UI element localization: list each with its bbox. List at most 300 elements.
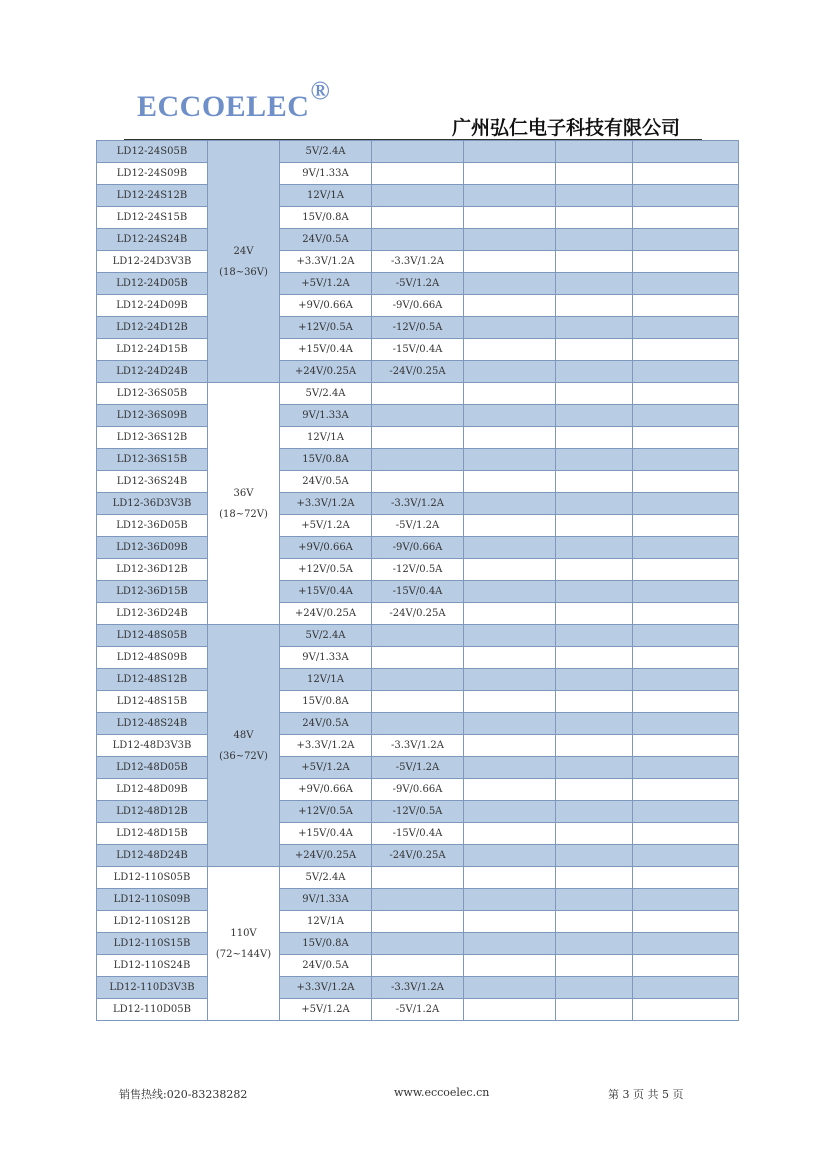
table-row <box>97 339 739 361</box>
table-row <box>97 295 739 317</box>
model-cell: LD12-36D12B <box>97 559 208 581</box>
output1-cell: 9V/1.33A <box>280 889 372 911</box>
empty-cell <box>464 383 556 405</box>
input-voltage-range: (36~72V) <box>219 750 268 762</box>
model-cell: LD12-24S12B <box>97 185 208 207</box>
empty-cell <box>633 559 739 581</box>
output1-cell: 24V/0.5A <box>280 713 372 735</box>
empty-cell <box>633 625 739 647</box>
empty-cell <box>633 251 739 273</box>
empty-cell <box>633 163 739 185</box>
empty-cell <box>464 581 556 603</box>
output1-cell: 9V/1.33A <box>280 647 372 669</box>
model-cell: LD12-48S09B <box>97 647 208 669</box>
output2-cell <box>372 471 464 493</box>
empty-cell <box>464 295 556 317</box>
empty-cell <box>633 405 739 427</box>
company-name: 广州弘仁电子科技有限公司 <box>452 117 681 139</box>
output2-cell: -5V/1.2A <box>372 273 464 295</box>
output1-cell: +5V/1.2A <box>280 515 372 537</box>
table-row <box>97 581 739 603</box>
output2-cell <box>372 889 464 911</box>
model-cell: LD12-110S05B <box>97 867 208 889</box>
empty-cell <box>633 295 739 317</box>
output2-cell <box>372 911 464 933</box>
model-cell: LD12-48D15B <box>97 823 208 845</box>
output1-cell: 12V/1A <box>280 669 372 691</box>
empty-cell <box>464 933 556 955</box>
model-cell: LD12-48S05B <box>97 625 208 647</box>
output2-cell: -3.3V/1.2A <box>372 251 464 273</box>
model-cell: LD12-110S12B <box>97 911 208 933</box>
table-row <box>97 537 739 559</box>
table-row <box>97 405 739 427</box>
output2-cell <box>372 691 464 713</box>
empty-cell <box>464 493 556 515</box>
empty-cell <box>556 405 633 427</box>
table-row <box>97 713 739 735</box>
empty-cell <box>464 559 556 581</box>
table-row <box>97 801 739 823</box>
empty-cell <box>633 427 739 449</box>
empty-cell <box>556 559 633 581</box>
table-body <box>97 141 739 1021</box>
empty-cell <box>556 779 633 801</box>
table-row <box>97 493 739 515</box>
empty-cell <box>464 603 556 625</box>
table-row <box>97 691 739 713</box>
empty-cell <box>464 977 556 999</box>
empty-cell <box>556 163 633 185</box>
empty-cell <box>633 757 739 779</box>
model-cell: LD12-48S12B <box>97 669 208 691</box>
input-voltage-nominal: 36V <box>233 487 254 499</box>
model-cell: LD12-36D3V3B <box>97 493 208 515</box>
empty-cell <box>556 537 633 559</box>
empty-cell <box>464 669 556 691</box>
output1-cell: 24V/0.5A <box>280 471 372 493</box>
empty-cell <box>556 141 633 163</box>
table-row <box>97 251 739 273</box>
output1-cell: 15V/0.8A <box>280 691 372 713</box>
empty-cell <box>464 845 556 867</box>
empty-cell <box>633 493 739 515</box>
empty-cell <box>633 889 739 911</box>
output2-cell <box>372 867 464 889</box>
output2-cell <box>372 713 464 735</box>
empty-cell <box>556 207 633 229</box>
output2-cell: -24V/0.25A <box>372 845 464 867</box>
output1-cell: 15V/0.8A <box>280 449 372 471</box>
empty-cell <box>464 471 556 493</box>
table-row <box>97 735 739 757</box>
empty-cell <box>464 515 556 537</box>
model-cell: LD12-36S24B <box>97 471 208 493</box>
model-cell: LD12-36S15B <box>97 449 208 471</box>
output1-cell: +24V/0.25A <box>280 603 372 625</box>
empty-cell <box>464 625 556 647</box>
empty-cell <box>464 207 556 229</box>
output1-cell: +12V/0.5A <box>280 559 372 581</box>
input-voltage-cell <box>208 867 280 1021</box>
empty-cell <box>556 757 633 779</box>
empty-cell <box>464 713 556 735</box>
output2-cell: -3.3V/1.2A <box>372 493 464 515</box>
empty-cell <box>633 713 739 735</box>
output1-cell: +5V/1.2A <box>280 757 372 779</box>
table-row <box>97 955 739 977</box>
empty-cell <box>556 647 633 669</box>
empty-cell <box>464 955 556 977</box>
table-row <box>97 669 739 691</box>
empty-cell <box>464 691 556 713</box>
empty-cell <box>556 449 633 471</box>
empty-cell <box>556 625 633 647</box>
empty-cell <box>633 867 739 889</box>
empty-cell <box>464 427 556 449</box>
table-row <box>97 603 739 625</box>
table-row <box>97 361 739 383</box>
product-spec-table <box>96 140 739 1021</box>
empty-cell <box>633 955 739 977</box>
model-cell: LD12-110S24B <box>97 955 208 977</box>
empty-cell <box>556 955 633 977</box>
empty-cell <box>556 823 633 845</box>
model-cell: LD12-24D09B <box>97 295 208 317</box>
model-cell: LD12-36S05B <box>97 383 208 405</box>
model-cell: LD12-36D15B <box>97 581 208 603</box>
output2-cell <box>372 625 464 647</box>
output2-cell: -24V/0.25A <box>372 361 464 383</box>
output2-cell: -12V/0.5A <box>372 801 464 823</box>
empty-cell <box>556 713 633 735</box>
empty-cell <box>464 647 556 669</box>
table-row <box>97 757 739 779</box>
empty-cell <box>633 933 739 955</box>
output2-cell: -15V/0.4A <box>372 339 464 361</box>
output2-cell: -5V/1.2A <box>372 757 464 779</box>
input-voltage-nominal: 48V <box>233 729 254 741</box>
table-row <box>97 977 739 999</box>
output2-cell: -3.3V/1.2A <box>372 977 464 999</box>
output2-cell <box>372 955 464 977</box>
output1-cell: 5V/2.4A <box>280 383 372 405</box>
empty-cell <box>633 515 739 537</box>
output2-cell <box>372 185 464 207</box>
empty-cell <box>633 537 739 559</box>
empty-cell <box>556 383 633 405</box>
output1-cell: 12V/1A <box>280 427 372 449</box>
empty-cell <box>633 339 739 361</box>
output1-cell: +15V/0.4A <box>280 823 372 845</box>
empty-cell <box>556 911 633 933</box>
model-cell: LD12-36S12B <box>97 427 208 449</box>
empty-cell <box>464 867 556 889</box>
output1-cell: +3.3V/1.2A <box>280 977 372 999</box>
empty-cell <box>556 691 633 713</box>
model-cell: LD12-48D12B <box>97 801 208 823</box>
input-voltage-cell <box>208 625 280 867</box>
empty-cell <box>556 185 633 207</box>
output2-cell <box>372 647 464 669</box>
output1-cell: +3.3V/1.2A <box>280 493 372 515</box>
empty-cell <box>464 911 556 933</box>
output2-cell <box>372 933 464 955</box>
empty-cell <box>464 889 556 911</box>
model-cell: LD12-24S24B <box>97 229 208 251</box>
empty-cell <box>556 471 633 493</box>
empty-cell <box>556 933 633 955</box>
table-row <box>97 471 739 493</box>
model-cell: LD12-110S09B <box>97 889 208 911</box>
output1-cell: 5V/2.4A <box>280 625 372 647</box>
empty-cell <box>464 449 556 471</box>
empty-cell <box>556 603 633 625</box>
empty-cell <box>633 185 739 207</box>
website-link[interactable]: www.eccoelec.cn <box>394 1086 490 1099</box>
output1-cell: +3.3V/1.2A <box>280 735 372 757</box>
empty-cell <box>633 581 739 603</box>
table-row <box>97 889 739 911</box>
company-logo <box>137 76 331 124</box>
empty-cell <box>633 999 739 1021</box>
empty-cell <box>633 801 739 823</box>
output2-cell <box>372 383 464 405</box>
empty-cell <box>633 977 739 999</box>
input-voltage-range: (72~144V) <box>215 948 272 960</box>
empty-cell <box>633 735 739 757</box>
logo-text: ECCOELEC <box>137 90 310 123</box>
empty-cell <box>464 823 556 845</box>
output2-cell <box>372 207 464 229</box>
output1-cell: 9V/1.33A <box>280 163 372 185</box>
empty-cell <box>633 141 739 163</box>
table-row <box>97 647 739 669</box>
table-row <box>97 823 739 845</box>
empty-cell <box>464 779 556 801</box>
empty-cell <box>633 207 739 229</box>
registered-mark: ® <box>310 76 331 105</box>
output2-cell: -12V/0.5A <box>372 559 464 581</box>
output1-cell: 15V/0.8A <box>280 207 372 229</box>
empty-cell <box>556 867 633 889</box>
empty-cell <box>464 999 556 1021</box>
empty-cell <box>556 251 633 273</box>
empty-cell <box>556 361 633 383</box>
empty-cell <box>633 691 739 713</box>
model-cell: LD12-36D24B <box>97 603 208 625</box>
empty-cell <box>556 295 633 317</box>
output1-cell: 5V/2.4A <box>280 867 372 889</box>
model-cell: LD12-48S24B <box>97 713 208 735</box>
output1-cell: +9V/0.66A <box>280 537 372 559</box>
output2-cell <box>372 427 464 449</box>
empty-cell <box>633 449 739 471</box>
output1-cell: 12V/1A <box>280 185 372 207</box>
model-cell: LD12-48D3V3B <box>97 735 208 757</box>
output2-cell: -24V/0.25A <box>372 603 464 625</box>
output1-cell: +24V/0.25A <box>280 845 372 867</box>
empty-cell <box>556 515 633 537</box>
output1-cell: 9V/1.33A <box>280 405 372 427</box>
table-row <box>97 427 739 449</box>
model-cell: LD12-36S09B <box>97 405 208 427</box>
output1-cell: +5V/1.2A <box>280 999 372 1021</box>
empty-cell <box>464 801 556 823</box>
table-row <box>97 911 739 933</box>
page-number: 第 3 页 共 5 页 <box>608 1088 684 1101</box>
empty-cell <box>556 845 633 867</box>
output1-cell: 24V/0.5A <box>280 955 372 977</box>
output2-cell: -9V/0.66A <box>372 779 464 801</box>
empty-cell <box>464 251 556 273</box>
table-row <box>97 207 739 229</box>
output2-cell: -15V/0.4A <box>372 823 464 845</box>
table-row <box>97 999 739 1021</box>
output2-cell: -9V/0.66A <box>372 537 464 559</box>
empty-cell <box>556 493 633 515</box>
output1-cell: 12V/1A <box>280 911 372 933</box>
empty-cell <box>633 669 739 691</box>
output1-cell: +9V/0.66A <box>280 295 372 317</box>
input-voltage-cell <box>208 141 280 383</box>
empty-cell <box>633 471 739 493</box>
output1-cell: +5V/1.2A <box>280 273 372 295</box>
model-cell: LD12-36D05B <box>97 515 208 537</box>
model-cell: LD12-48D05B <box>97 757 208 779</box>
input-voltage-range: (18~36V) <box>219 266 268 278</box>
model-cell: LD12-110D3V3B <box>97 977 208 999</box>
model-cell: LD12-24S15B <box>97 207 208 229</box>
empty-cell <box>556 229 633 251</box>
empty-cell <box>633 383 739 405</box>
model-cell: LD12-36D09B <box>97 537 208 559</box>
output2-cell: -15V/0.4A <box>372 581 464 603</box>
empty-cell <box>633 229 739 251</box>
empty-cell <box>464 361 556 383</box>
output2-cell <box>372 229 464 251</box>
empty-cell <box>464 141 556 163</box>
model-cell: LD12-48D24B <box>97 845 208 867</box>
table-row <box>97 933 739 955</box>
table-row <box>97 559 739 581</box>
output1-cell: +9V/0.66A <box>280 779 372 801</box>
empty-cell <box>464 405 556 427</box>
empty-cell <box>556 581 633 603</box>
empty-cell <box>556 801 633 823</box>
empty-cell <box>464 537 556 559</box>
empty-cell <box>633 273 739 295</box>
output1-cell: 24V/0.5A <box>280 229 372 251</box>
empty-cell <box>464 163 556 185</box>
empty-cell <box>556 339 633 361</box>
output2-cell <box>372 141 464 163</box>
table-row <box>97 449 739 471</box>
output2-cell: -5V/1.2A <box>372 515 464 537</box>
output2-cell: -5V/1.2A <box>372 999 464 1021</box>
empty-cell <box>464 273 556 295</box>
table-row <box>97 273 739 295</box>
output2-cell <box>372 405 464 427</box>
model-cell: LD12-24S05B <box>97 141 208 163</box>
output1-cell: +3.3V/1.2A <box>280 251 372 273</box>
model-cell: LD12-24D24B <box>97 361 208 383</box>
input-voltage-nominal: 24V <box>233 245 254 257</box>
model-cell: LD12-110D05B <box>97 999 208 1021</box>
model-cell: LD12-48S15B <box>97 691 208 713</box>
table-row <box>97 383 739 405</box>
empty-cell <box>633 911 739 933</box>
empty-cell <box>464 317 556 339</box>
output2-cell: -12V/0.5A <box>372 317 464 339</box>
output1-cell: +12V/0.5A <box>280 801 372 823</box>
input-voltage-nominal: 110V <box>230 927 257 939</box>
model-cell: LD12-24S09B <box>97 163 208 185</box>
output2-cell: -9V/0.66A <box>372 295 464 317</box>
output2-cell: -3.3V/1.2A <box>372 735 464 757</box>
empty-cell <box>464 735 556 757</box>
sales-hotline: 销售热线:020-83238282 <box>119 1088 248 1101</box>
table-row <box>97 515 739 537</box>
empty-cell <box>556 273 633 295</box>
empty-cell <box>556 317 633 339</box>
table-row <box>97 163 739 185</box>
output2-cell <box>372 163 464 185</box>
empty-cell <box>556 669 633 691</box>
output1-cell: +15V/0.4A <box>280 339 372 361</box>
output1-cell: +12V/0.5A <box>280 317 372 339</box>
model-cell: LD12-24D15B <box>97 339 208 361</box>
empty-cell <box>633 779 739 801</box>
table-row <box>97 229 739 251</box>
model-cell: LD12-24D05B <box>97 273 208 295</box>
empty-cell <box>556 977 633 999</box>
table-row <box>97 625 739 647</box>
empty-cell <box>556 427 633 449</box>
input-voltage-range: (18~72V) <box>219 508 268 520</box>
empty-cell <box>633 603 739 625</box>
empty-cell <box>464 185 556 207</box>
empty-cell <box>633 361 739 383</box>
empty-cell <box>556 889 633 911</box>
model-cell: LD12-110S15B <box>97 933 208 955</box>
table-row <box>97 317 739 339</box>
output1-cell: 5V/2.4A <box>280 141 372 163</box>
empty-cell <box>464 229 556 251</box>
output1-cell: +24V/0.25A <box>280 361 372 383</box>
table-row <box>97 185 739 207</box>
empty-cell <box>633 647 739 669</box>
empty-cell <box>464 757 556 779</box>
output2-cell <box>372 449 464 471</box>
empty-cell <box>633 317 739 339</box>
model-cell: LD12-24D12B <box>97 317 208 339</box>
empty-cell <box>633 845 739 867</box>
output1-cell: 15V/0.8A <box>280 933 372 955</box>
table-row <box>97 867 739 889</box>
input-voltage-cell <box>208 383 280 625</box>
model-cell: LD12-24D3V3B <box>97 251 208 273</box>
table-row <box>97 141 739 163</box>
model-cell: LD12-48D09B <box>97 779 208 801</box>
empty-cell <box>464 339 556 361</box>
table-row <box>97 845 739 867</box>
empty-cell <box>556 999 633 1021</box>
output2-cell <box>372 669 464 691</box>
table-row <box>97 779 739 801</box>
empty-cell <box>556 735 633 757</box>
output1-cell: +15V/0.4A <box>280 581 372 603</box>
